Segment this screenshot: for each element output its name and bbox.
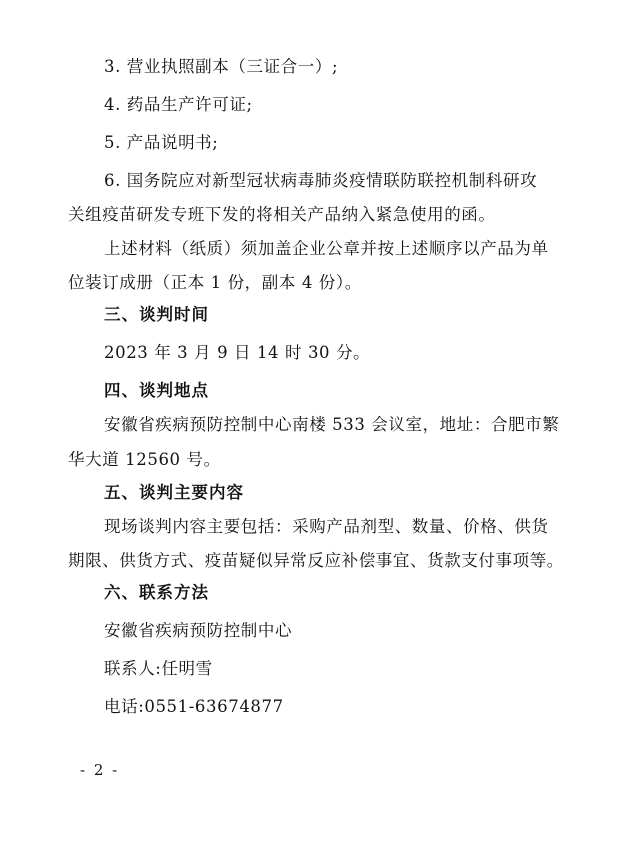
material-item-6-line2: 关组疫苗研发专班下发的将相关产品纳入紧急使用的函。 xyxy=(68,205,496,224)
section4-heading: 四、谈判地点 xyxy=(104,381,209,400)
material-item-5: 5. 产品说明书; xyxy=(104,133,219,152)
material-item-6-line1: 6. 国务院应对新型冠状病毒肺炎疫情联防联控机制科研攻 xyxy=(104,171,538,190)
section6-heading: 六、联系方法 xyxy=(104,583,209,602)
binding-note-line2: 位装订成册（正本 1 份，副本 4 份）。 xyxy=(68,273,362,292)
section3-heading: 三、谈判时间 xyxy=(104,305,209,324)
section4-line1: 安徽省疾病预防控制中心南楼 533 会议室，地址：合肥市繁 xyxy=(104,415,560,434)
contact-org: 安徽省疾病预防控制中心 xyxy=(104,621,293,640)
section4-line2: 华大道 12560 号。 xyxy=(68,450,221,469)
section3-text: 2023 年 3 月 9 日 14 时 30 分。 xyxy=(104,343,371,362)
contact-phone: 电话:0551-63674877 xyxy=(104,697,284,716)
section5-line2: 期限、供货方式、疫苗疑似异常反应补偿事宜、货款支付事项等。 xyxy=(68,551,564,570)
material-item-4: 4. 药品生产许可证; xyxy=(104,95,253,114)
contact-person: 联系人:任明雪 xyxy=(104,659,213,678)
binding-note-line1: 上述材料（纸质）须加盖企业公章并按上述顺序以产品为单 xyxy=(104,239,549,258)
page-number: - 2 - xyxy=(80,761,120,779)
section5-line1: 现场谈判内容主要包括：采购产品剂型、数量、价格、供货 xyxy=(104,517,549,536)
section5-heading: 五、谈判主要内容 xyxy=(104,483,244,502)
material-item-3: 3. 营业执照副本（三证合一）; xyxy=(104,57,339,76)
